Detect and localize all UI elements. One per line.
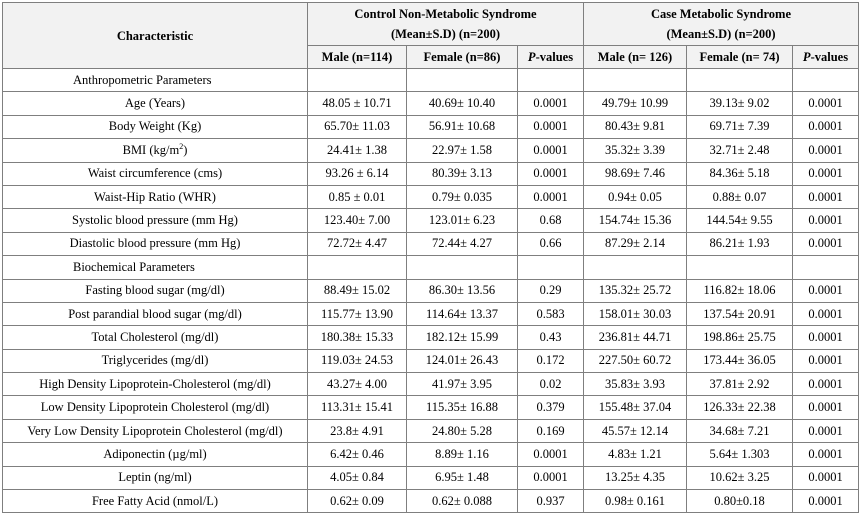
case-pvalue-cell: 0.0001	[793, 279, 859, 302]
case-pvalue-cell: 0.0001	[793, 490, 859, 513]
characteristic-cell: Very Low Density Lipoprotein Cholesterol (mg/dl)	[3, 419, 308, 442]
case-pvalue-cell: 0.0001	[793, 232, 859, 255]
case-female-cell: 137.54± 20.91	[687, 302, 793, 325]
case-pvalue-cell: 0.0001	[793, 115, 859, 138]
case-female-cell: 0.80±0.18	[687, 490, 793, 513]
control-male-cell: 72.72± 4.47	[308, 232, 407, 255]
control-pvalue-cell: 0.0001	[518, 92, 584, 115]
control-male-cell: 0.85 ± 0.01	[308, 185, 407, 208]
case-male-cell: 135.32± 25.72	[584, 279, 687, 302]
table-row	[3, 232, 859, 255]
case-female-cell: 126.33± 22.38	[687, 396, 793, 419]
bmi-label: BMI (kg/m	[122, 142, 180, 157]
characteristic-cell: Triglycerides (mg/dl)	[3, 349, 308, 372]
case-male-cell: 0.94± 0.05	[584, 185, 687, 208]
table-row	[3, 326, 859, 349]
control-pvalue-cell: 0.02	[518, 373, 584, 396]
control-female-cell: 40.69± 10.40	[407, 92, 518, 115]
table-row	[3, 139, 859, 162]
control-female-cell: 24.80± 5.28	[407, 419, 518, 442]
control-female-cell: 115.35± 16.88	[407, 396, 518, 419]
table-row	[3, 209, 859, 232]
table-row	[3, 466, 859, 489]
control-male-cell: 4.05± 0.84	[308, 466, 407, 489]
case-male-header: Male (n= 126)	[584, 46, 687, 69]
case-female-cell: 84.36± 5.18	[687, 162, 793, 185]
characteristic-cell: Body Weight (Kg)	[3, 115, 308, 138]
case-male-cell: 87.29± 2.14	[584, 232, 687, 255]
empty-cell	[687, 256, 793, 279]
characteristic-cell: Post parandial blood sugar (mg/dl)	[3, 302, 308, 325]
table-row	[3, 373, 859, 396]
characteristic-cell: Low Density Lipoprotein Cholesterol (mg/dl)	[3, 396, 308, 419]
case-female-cell: 144.54± 9.55	[687, 209, 793, 232]
case-pvalue-cell: 0.0001	[793, 92, 859, 115]
control-female-header: Female (n=86)	[407, 46, 518, 69]
case-pvalue-cell: 0.0001	[793, 419, 859, 442]
control-pvalue-cell: 0.43	[518, 326, 584, 349]
metabolic-syndrome-table	[2, 2, 859, 513]
case-group-header	[584, 3, 859, 46]
control-female-cell: 182.12± 15.99	[407, 326, 518, 349]
p-rest: -values	[810, 49, 849, 64]
table-row	[3, 396, 859, 419]
control-pvalue-cell: 0.0001	[518, 162, 584, 185]
control-pvalue-header	[518, 46, 584, 69]
case-male-cell: 35.83± 3.93	[584, 373, 687, 396]
control-pvalue-cell: 0.583	[518, 302, 584, 325]
section-title: Anthropometric Parameters	[3, 69, 308, 92]
case-male-cell: 227.50± 60.72	[584, 349, 687, 372]
control-pvalue-cell: 0.0001	[518, 115, 584, 138]
case-pvalue-cell: 0.0001	[793, 162, 859, 185]
table-row	[3, 490, 859, 513]
case-male-cell: 158.01± 30.03	[584, 302, 687, 325]
characteristic-cell	[3, 139, 308, 162]
case-male-cell: 35.32± 3.39	[584, 139, 687, 162]
control-female-cell: 41.97± 3.95	[407, 373, 518, 396]
case-male-cell: 80.43± 9.81	[584, 115, 687, 138]
control-pvalue-cell: 0.172	[518, 349, 584, 372]
control-male-cell: 48.05 ± 10.71	[308, 92, 407, 115]
control-male-cell: 115.77± 13.90	[308, 302, 407, 325]
bmi-close: )	[183, 142, 188, 157]
case-male-cell: 98.69± 7.46	[584, 162, 687, 185]
table-row	[3, 185, 859, 208]
section-row	[3, 256, 859, 279]
case-pvalue-cell: 0.0001	[793, 349, 859, 372]
empty-cell	[308, 69, 407, 92]
case-pvalue-cell: 0.0001	[793, 443, 859, 466]
characteristic-cell: Diastolic blood pressure (mm Hg)	[3, 232, 308, 255]
empty-cell	[407, 256, 518, 279]
characteristic-cell: Adiponectin (µg/ml)	[3, 443, 308, 466]
characteristic-cell: Waist-Hip Ratio (WHR)	[3, 185, 308, 208]
control-male-cell: 123.40± 7.00	[308, 209, 407, 232]
control-female-cell: 8.89± 1.16	[407, 443, 518, 466]
characteristic-cell: High Density Lipoprotein-Cholesterol (mg/dl)	[3, 373, 308, 396]
control-pvalue-cell: 0.169	[518, 419, 584, 442]
control-female-cell: 72.44± 4.27	[407, 232, 518, 255]
empty-cell	[584, 256, 687, 279]
control-female-cell: 6.95± 1.48	[407, 466, 518, 489]
p-italic: P	[802, 49, 811, 64]
control-male-cell: 24.41± 1.38	[308, 139, 407, 162]
case-pvalue-header	[793, 46, 859, 69]
characteristic-cell: Total Cholesterol (mg/dl)	[3, 326, 308, 349]
case-pvalue-cell: 0.0001	[793, 209, 859, 232]
section-row	[3, 69, 859, 92]
table-row	[3, 419, 859, 442]
table-row	[3, 443, 859, 466]
case-pvalue-cell: 0.0001	[793, 466, 859, 489]
empty-cell	[793, 69, 859, 92]
bmi-superscript: 2	[179, 141, 184, 151]
control-pvalue-cell: 0.68	[518, 209, 584, 232]
empty-cell	[518, 256, 584, 279]
case-pvalue-cell: 0.0001	[793, 139, 859, 162]
header-row-groups	[3, 3, 859, 46]
control-pvalue-cell: 0.0001	[518, 466, 584, 489]
case-female-cell: 86.21± 1.93	[687, 232, 793, 255]
case-male-cell: 49.79± 10.99	[584, 92, 687, 115]
control-pvalue-cell: 0.937	[518, 490, 584, 513]
table-row	[3, 115, 859, 138]
control-male-cell: 43.27± 4.00	[308, 373, 407, 396]
empty-cell	[687, 69, 793, 92]
case-female-cell: 37.81± 2.92	[687, 373, 793, 396]
empty-cell	[308, 256, 407, 279]
control-pvalue-cell: 0.0001	[518, 139, 584, 162]
case-female-cell: 10.62± 3.25	[687, 466, 793, 489]
control-female-cell: 86.30± 13.56	[407, 279, 518, 302]
case-female-cell: 173.44± 36.05	[687, 349, 793, 372]
case-female-cell: 198.86± 25.75	[687, 326, 793, 349]
control-female-cell: 56.91± 10.68	[407, 115, 518, 138]
control-pvalue-cell: 0.379	[518, 396, 584, 419]
control-pvalue-cell: 0.66	[518, 232, 584, 255]
empty-cell	[584, 69, 687, 92]
case-pvalue-cell: 0.0001	[793, 185, 859, 208]
control-pvalue-cell: 0.29	[518, 279, 584, 302]
case-pvalue-cell: 0.0001	[793, 326, 859, 349]
section-title: Biochemical Parameters	[3, 256, 308, 279]
control-male-cell: 23.8± 4.91	[308, 419, 407, 442]
control-male-cell: 6.42± 0.46	[308, 443, 407, 466]
p-rest: -values	[535, 49, 574, 64]
control-pvalue-cell: 0.0001	[518, 185, 584, 208]
case-pvalue-cell: 0.0001	[793, 396, 859, 419]
case-pvalue-cell: 0.0001	[793, 373, 859, 396]
case-male-cell: 45.57± 12.14	[584, 419, 687, 442]
table-row	[3, 92, 859, 115]
control-female-cell: 114.64± 13.37	[407, 302, 518, 325]
table-row	[3, 162, 859, 185]
control-group-subtitle: (Mean±S.D) (n=200)	[390, 27, 501, 41]
characteristic-cell: Age (Years)	[3, 92, 308, 115]
control-female-cell: 124.01± 26.43	[407, 349, 518, 372]
case-male-cell: 154.74± 15.36	[584, 209, 687, 232]
characteristic-cell: Waist circumference (cms)	[3, 162, 308, 185]
empty-cell	[407, 69, 518, 92]
p-italic: P	[527, 49, 536, 64]
control-female-cell: 22.97± 1.58	[407, 139, 518, 162]
characteristic-cell: Leptin (ng/ml)	[3, 466, 308, 489]
case-female-cell: 116.82± 18.06	[687, 279, 793, 302]
control-male-header: Male (n=114)	[308, 46, 407, 69]
case-pvalue-cell: 0.0001	[793, 302, 859, 325]
characteristic-cell: Systolic blood pressure (mm Hg)	[3, 209, 308, 232]
table-row	[3, 279, 859, 302]
case-male-cell: 236.81± 44.71	[584, 326, 687, 349]
case-male-cell: 155.48± 37.04	[584, 396, 687, 419]
table-body	[3, 69, 859, 513]
case-female-cell: 32.71± 2.48	[687, 139, 793, 162]
control-group-title: Control Non-Metabolic Syndrome	[354, 7, 537, 21]
case-female-cell: 69.71± 7.39	[687, 115, 793, 138]
control-male-cell: 119.03± 24.53	[308, 349, 407, 372]
case-female-cell: 5.64± 1.303	[687, 443, 793, 466]
empty-cell	[793, 256, 859, 279]
empty-cell	[518, 69, 584, 92]
control-male-cell: 0.62± 0.09	[308, 490, 407, 513]
case-female-cell: 34.68± 7.21	[687, 419, 793, 442]
control-male-cell: 180.38± 15.33	[308, 326, 407, 349]
characteristic-header: Characteristic	[3, 3, 308, 69]
control-female-cell: 80.39± 3.13	[407, 162, 518, 185]
table-row	[3, 302, 859, 325]
control-male-cell: 65.70± 11.03	[308, 115, 407, 138]
table-row	[3, 349, 859, 372]
case-male-cell: 13.25± 4.35	[584, 466, 687, 489]
control-female-cell: 0.79± 0.035	[407, 185, 518, 208]
control-pvalue-cell: 0.0001	[518, 443, 584, 466]
control-group-header	[308, 3, 584, 46]
control-male-cell: 113.31± 15.41	[308, 396, 407, 419]
case-male-cell: 0.98± 0.161	[584, 490, 687, 513]
case-male-cell: 4.83± 1.21	[584, 443, 687, 466]
case-group-title: Case Metabolic Syndrome	[650, 7, 792, 21]
control-male-cell: 93.26 ± 6.14	[308, 162, 407, 185]
case-group-subtitle: (Mean±S.D) (n=200)	[666, 27, 776, 41]
case-female-cell: 0.88± 0.07	[687, 185, 793, 208]
case-female-cell: 39.13± 9.02	[687, 92, 793, 115]
case-female-header: Female (n= 74)	[687, 46, 793, 69]
control-female-cell: 123.01± 6.23	[407, 209, 518, 232]
characteristic-cell: Free Fatty Acid (nmol/L)	[3, 490, 308, 513]
control-female-cell: 0.62± 0.088	[407, 490, 518, 513]
characteristic-cell: Fasting blood sugar (mg/dl)	[3, 279, 308, 302]
control-male-cell: 88.49± 15.02	[308, 279, 407, 302]
